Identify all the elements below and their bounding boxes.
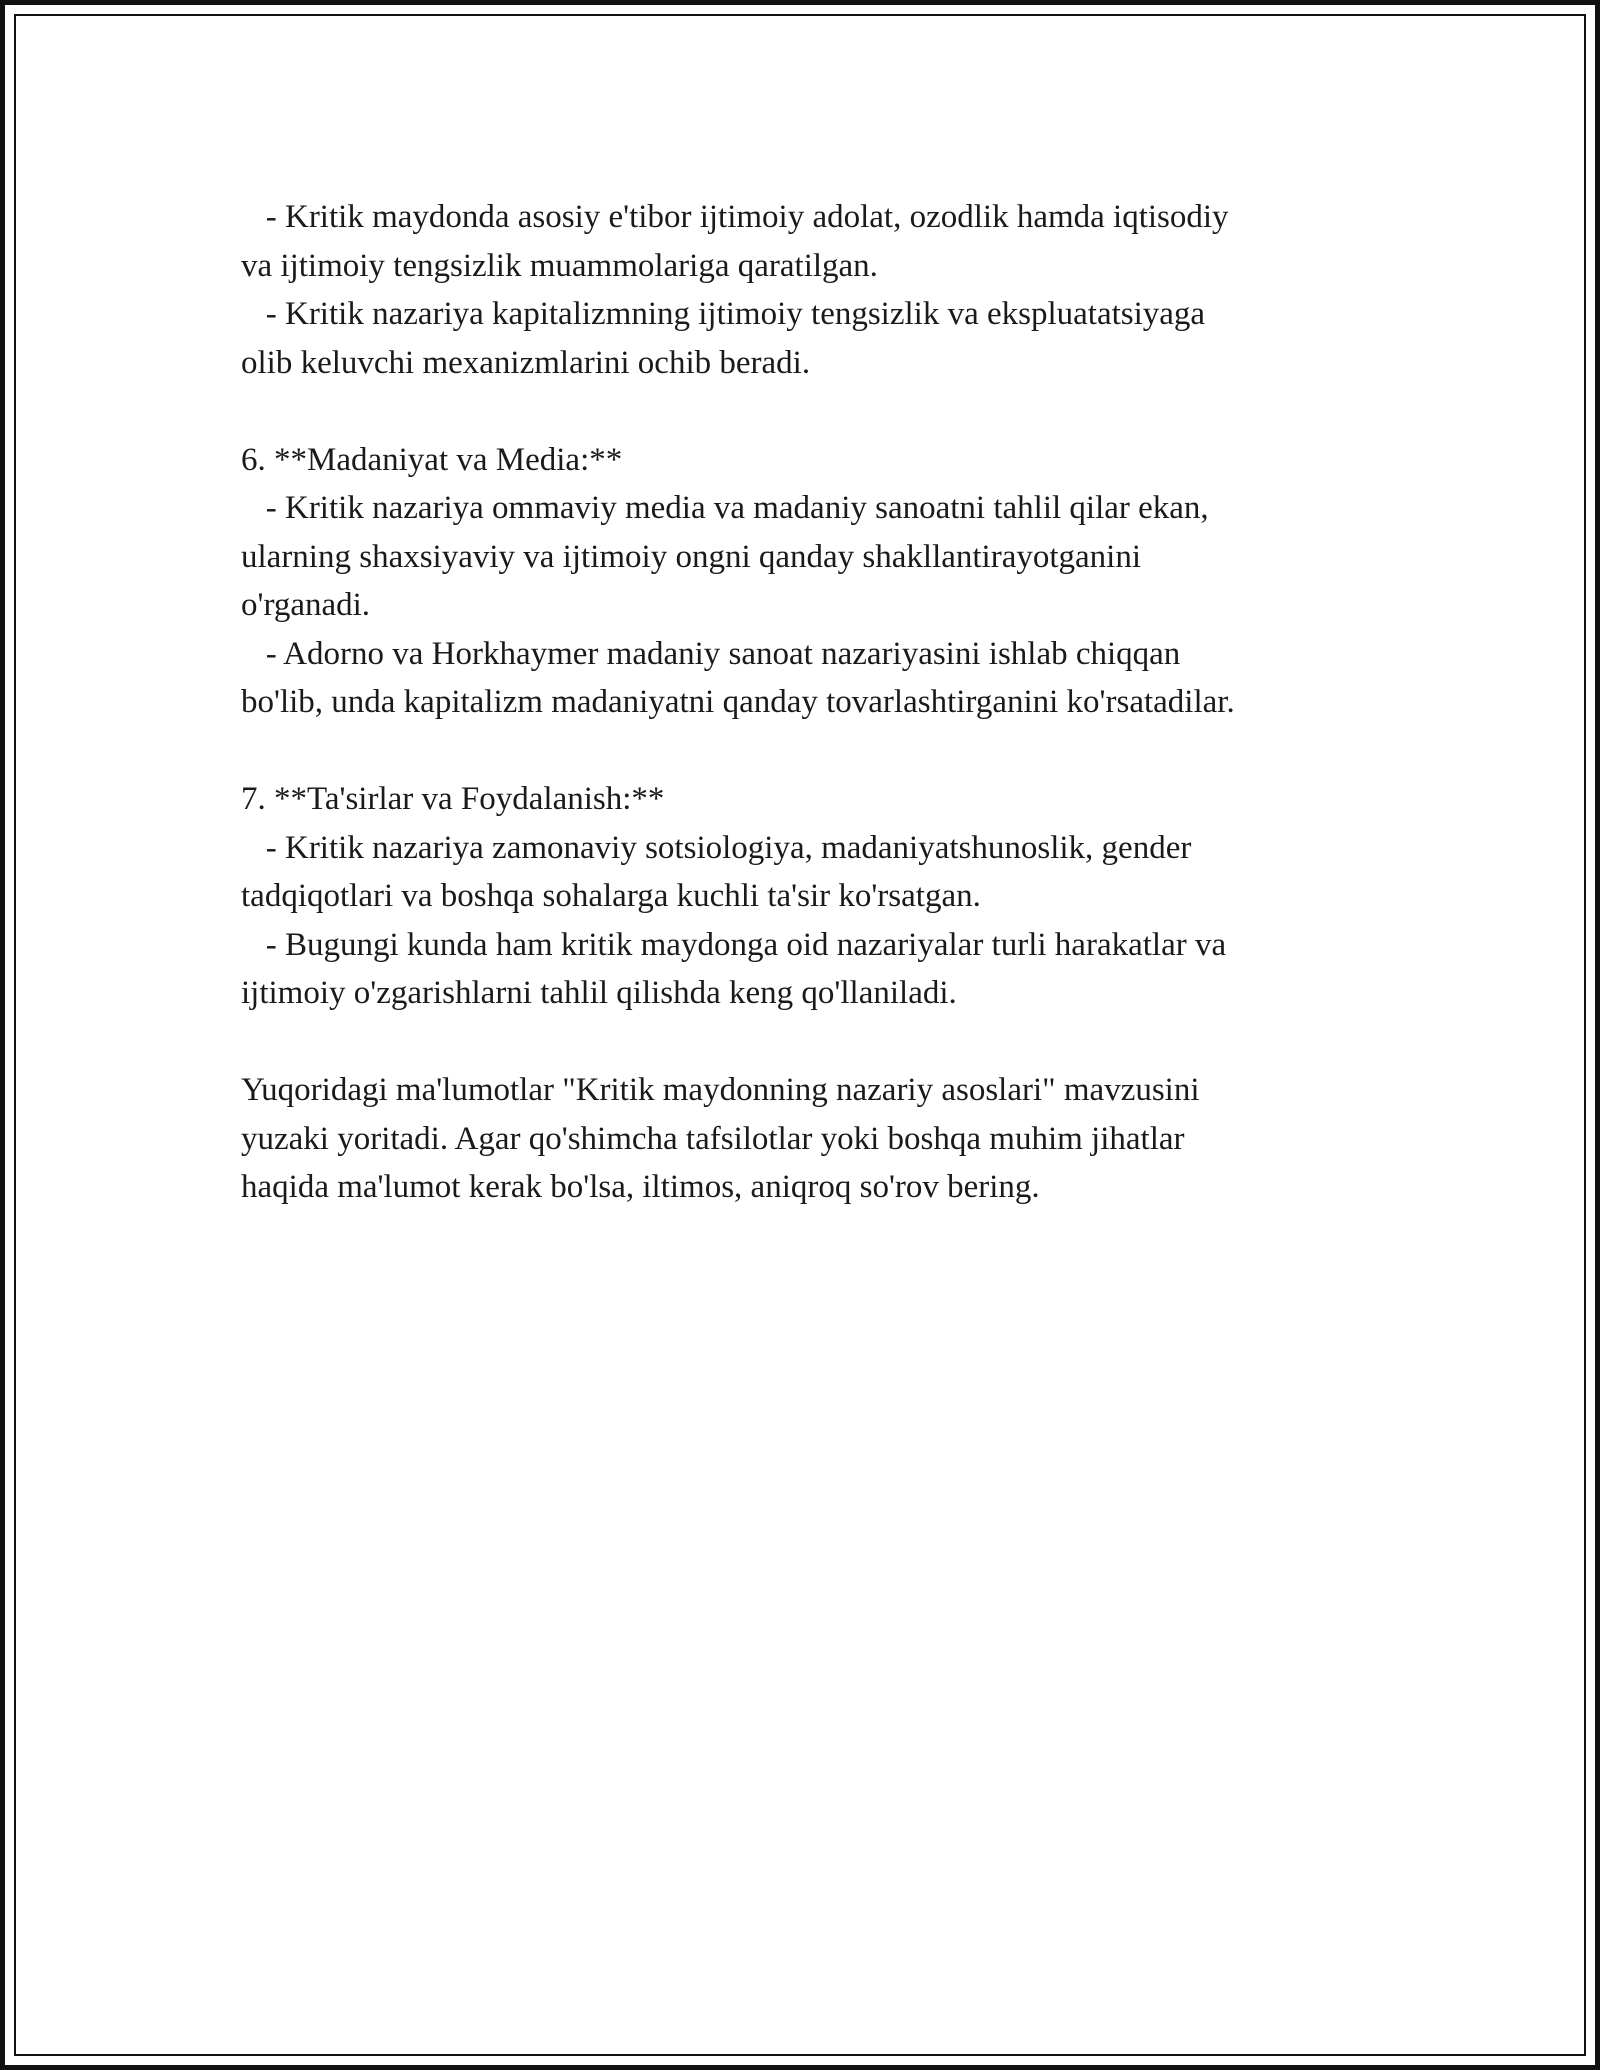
text-line: ijtimoiy o'zgarishlarni tahlil qilishda keng qo'llaniladi. xyxy=(241,975,957,1011)
blank-line xyxy=(241,727,1391,776)
text-line: bo'lib, unda kapitalizm madaniyatni qanday tovarlashtirganini ko'rsatadilar. xyxy=(241,684,1235,720)
section-6 xyxy=(241,436,1391,727)
text-line: - Kritik maydonda asosiy e'tibor ijtimoiy adolat, ozodlik hamda iqtisodiy xyxy=(241,199,1229,235)
text-line: ularning shaxsiyaviy va ijtimoiy ongni qanday shakllantirayotganini xyxy=(241,538,1142,575)
blank-line xyxy=(241,1018,1391,1067)
text-line: yuzaki yoritadi. Agar qo'shimcha tafsilotlar yoki boshqa muhim jihatlar xyxy=(241,1120,1185,1157)
paragraph-block-1 xyxy=(241,193,1391,387)
text-line: tadqiqotlari va boshqa sohalarga kuchli ta'sir ko'rsatgan. xyxy=(241,878,981,914)
text-line: - Kritik nazariya kapitalizmning ijtimoiy tengsizlik va ekspluatatsiyaga xyxy=(241,296,1206,332)
text-line: haqida ma'lumot kerak bo'lsa, iltimos, aniqroq so'rov bering. xyxy=(241,1169,1040,1205)
text-line: - Kritik nazariya ommaviy media va madaniy sanoatni tahlil qilar ekan, xyxy=(241,490,1209,526)
text-line: - Bugungi kunda ham kritik maydonga oid nazariyalar turli harakatlar va xyxy=(241,926,1227,963)
text-line: o'rganadi. xyxy=(241,587,371,623)
text-line: va ijtimoiy tengsizlik muammolariga qaratilgan. xyxy=(241,247,878,284)
section-7 xyxy=(241,775,1391,1018)
text-line: olib keluvchi mexanizmlarini ochib beradi. xyxy=(241,344,811,381)
section-heading: 7. **Ta'sirlar va Foydalanish:** xyxy=(241,781,665,817)
section-heading: 6. **Madaniyat va Media:** xyxy=(241,441,623,478)
conclusion-paragraph xyxy=(241,1066,1391,1212)
text-line: - Kritik nazariya zamonaviy sotsiologiya, madaniyatshunoslik, gender xyxy=(241,829,1192,866)
text-line: Yuqoridagi ma'lumotlar "Kritik maydonning nazariy asoslari" mavzusini xyxy=(241,1072,1200,1108)
blank-line xyxy=(241,387,1391,436)
document-body xyxy=(241,193,1391,1212)
text-line: - Adorno va Horkhaymer madaniy sanoat nazariyasini ishlab chiqqan xyxy=(241,635,1181,672)
